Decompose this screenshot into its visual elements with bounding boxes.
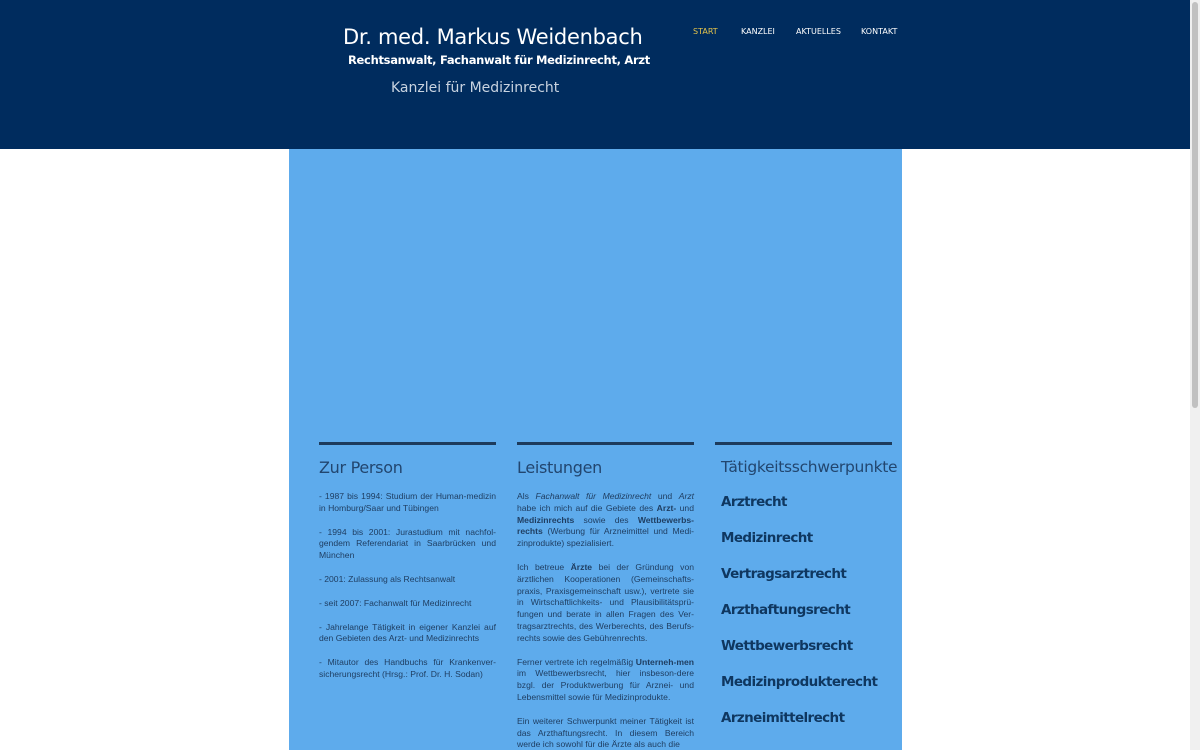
divider [715, 442, 892, 445]
leistungen-column [517, 442, 694, 750]
header [0, 0, 1190, 149]
nav-aktuelles[interactable]: AKTUELLES [796, 27, 841, 36]
schwerpunkte-heading: Tätigkeitsschwerpunkte [721, 458, 898, 476]
leistungen-paragraph: Ferner vertrete ich regelmäßig Unterneh-men im Wettbewerbsrecht, hier insbeson-dere bzgl. der Produktwerbung für Arznei- und Lebensmittel sowie für Medizinprodukte. [517, 656, 694, 702]
link-wettbewerbsrecht[interactable]: Wettbewerbsrecht [721, 638, 853, 654]
nav-start[interactable]: START [693, 27, 718, 36]
person-item: - Mitautor des Handbuchs für Krankenver-sicherungsrecht (Hrsg.: Prof. Dr. H. Sodan) [319, 657, 496, 679]
person-column [319, 442, 496, 681]
nav-kontakt[interactable]: KONTAKT [861, 27, 898, 36]
site-tagline: Kanzlei für Medizinrecht [391, 80, 560, 96]
scrollbar-thumb[interactable] [1192, 2, 1198, 408]
person-item: - 2001: Zulassung als Rechtsanwalt [319, 573, 456, 584]
site-title[interactable]: Dr. med. Markus Weidenbach [343, 25, 643, 49]
person-item: - 1994 bis 2001: Jurastudium mit nachfol-gendem Referendariat in Saarbrücken und München [319, 526, 496, 561]
link-medizinprodukterecht[interactable]: Medizinprodukterecht [721, 674, 878, 690]
nav-kanzlei[interactable]: KANZLEI [741, 27, 775, 36]
divider [517, 442, 694, 445]
link-arztrecht[interactable]: Arztrecht [721, 494, 787, 510]
person-heading: Zur Person [319, 458, 403, 477]
schwerpunkte-column [715, 442, 898, 746]
leistungen-paragraph: Ich betreue Ärzte bei der Gründung von ärztlichen Kooperationen (Gemeinschafts-praxis, Praxisgemeinschaft usw.), vertrete sie in Wirtschaftlichkeits- und Plausibilitätsprü-fungen und berate in allen Fragen des Ver-tragsarztrechts, des Werberechts, des Berufs-rechts sowie des Gebührenrechts. [517, 561, 694, 643]
link-arzneimittelrecht[interactable]: Arzneimittelrecht [721, 710, 845, 726]
person-item: - seit 2007: Fachanwalt für Medizinrecht [319, 597, 472, 608]
site-subtitle: Rechtsanwalt, Fachanwalt für Medizinrecht, Arzt [348, 53, 650, 67]
leistungen-paragraph: Als Fachanwalt für Medizinrecht und Arzt habe ich mich auf die Gebiete des Arzt- und Medizinrechts sowie des Wettbewerbs-rechts (Werbung für Arzneimittel und Medi-zinprodukte) spezialisiert. [517, 491, 695, 549]
main-content [289, 149, 902, 750]
person-item: - Jahrelange Tätigkeit in eigener Kanzlei auf den Gebieten des Arzt- und Medizinrechts [319, 621, 496, 644]
link-vertragsarztrecht[interactable]: Vertragsarztrecht [721, 566, 847, 582]
link-arzthaftungsrecht[interactable]: Arzthaftungsrecht [721, 602, 851, 618]
person-item: - 1987 bis 1994: Studium der Human-medizin in Homburg/Saar und Tübingen [319, 491, 496, 513]
leistungen-heading: Leistungen [517, 458, 602, 477]
link-medizinrecht[interactable]: Medizinrecht [721, 530, 813, 546]
leistungen-paragraph: Ein weiterer Schwerpunkt meiner Tätigkeit ist das Arzthaftungsrecht. In diesem Bereich werde ich sowohl für die Ärzte als auch die [517, 715, 694, 750]
divider [319, 442, 496, 445]
